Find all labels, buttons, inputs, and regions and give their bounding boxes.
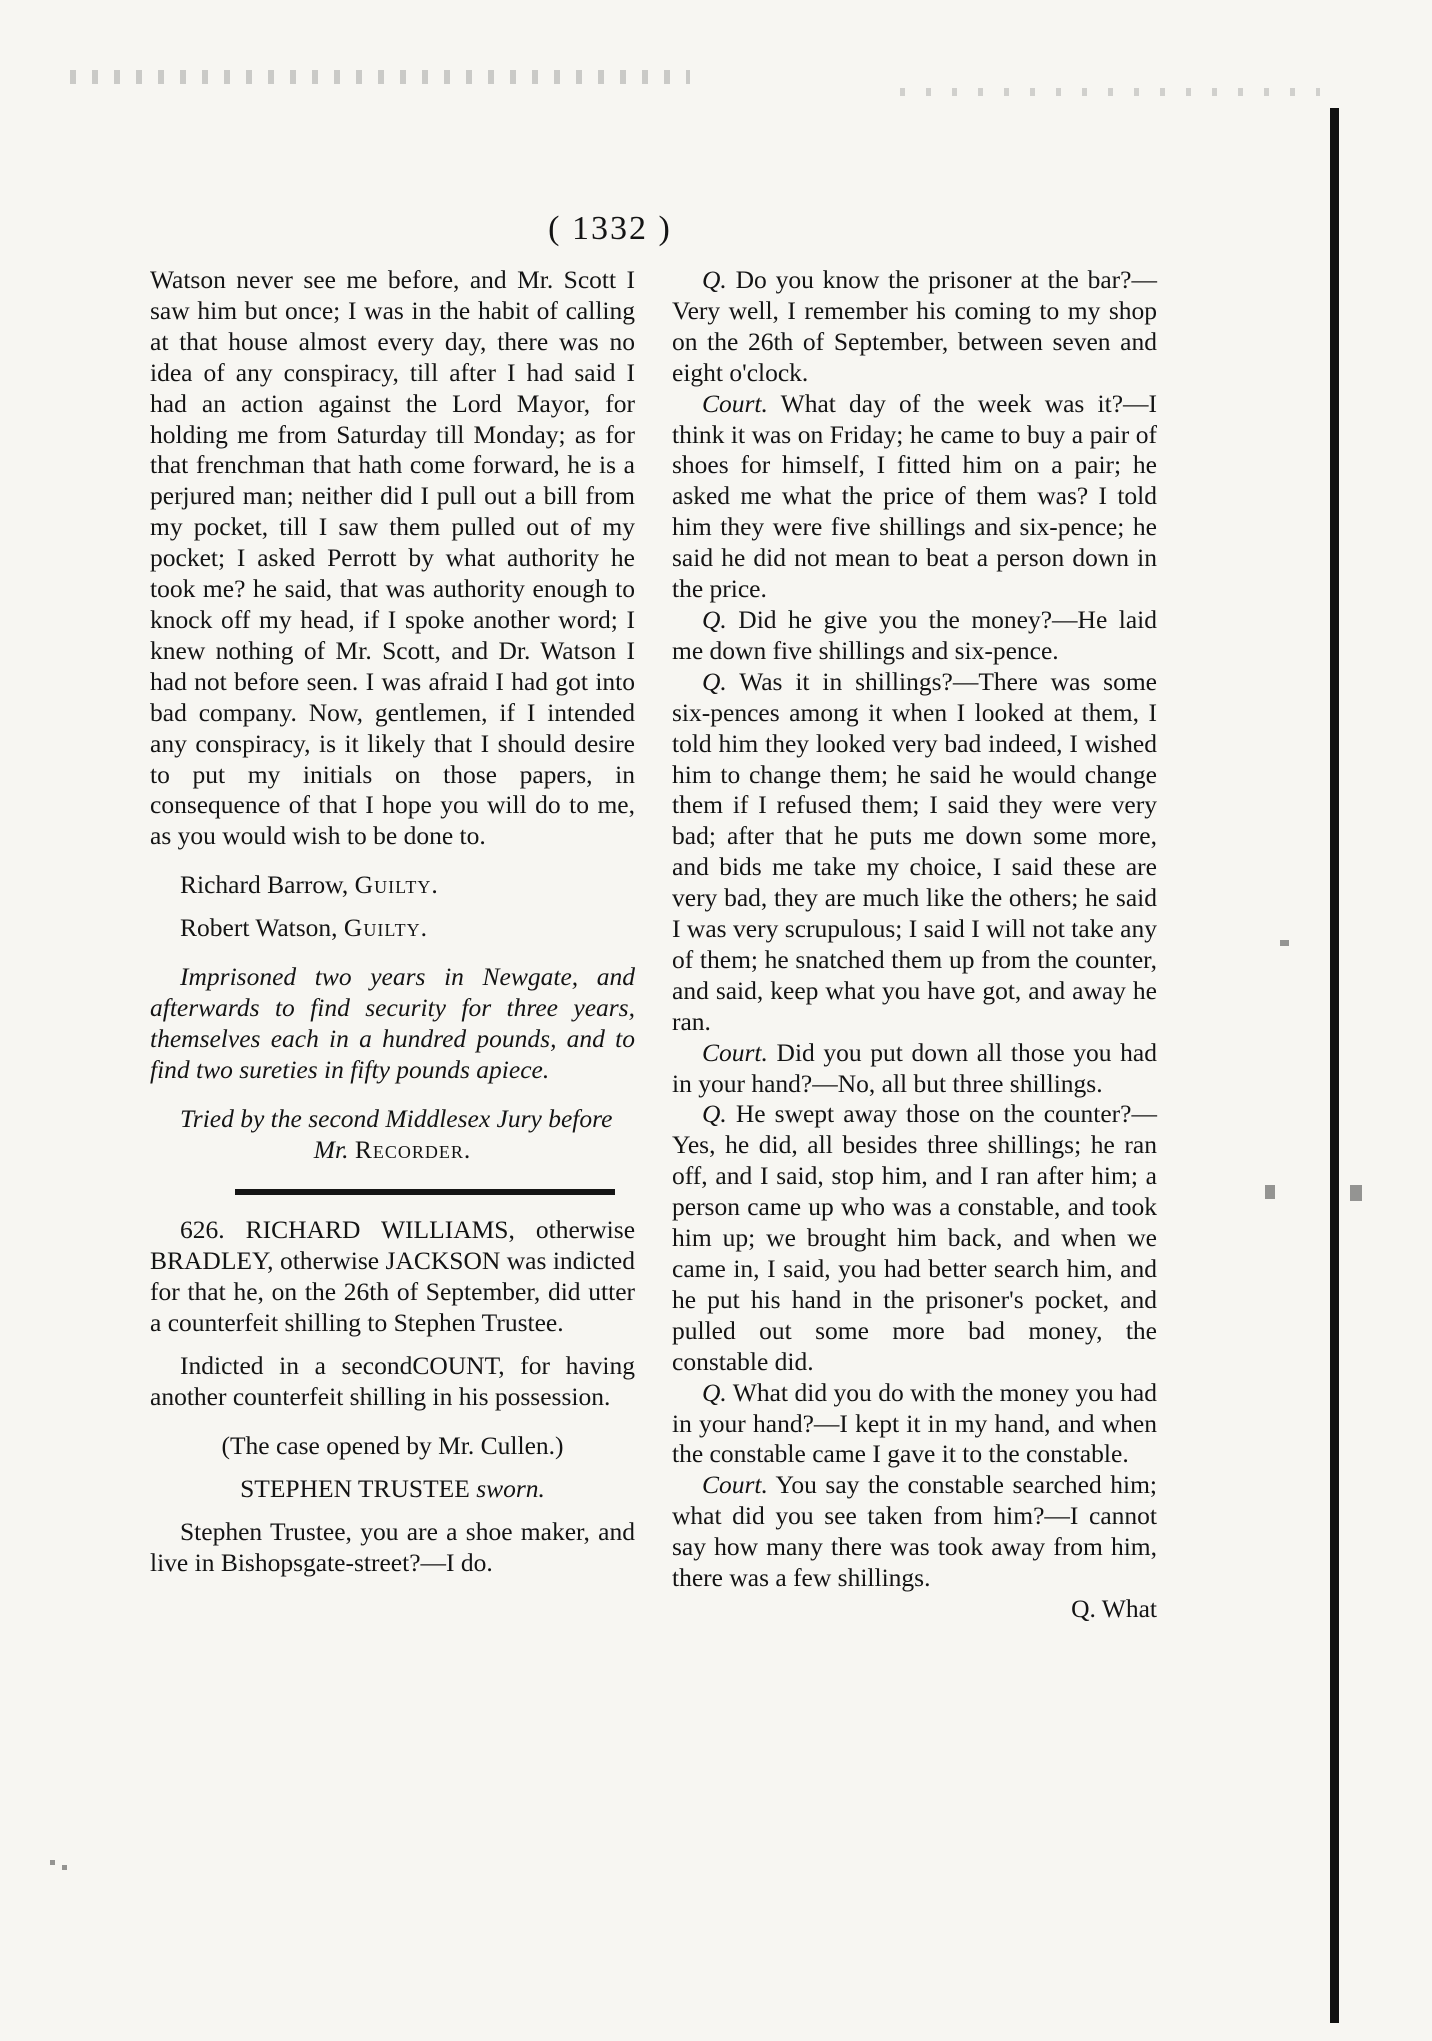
scan-smudge xyxy=(1280,940,1289,946)
scan-noise-top-right xyxy=(900,88,1320,96)
witness-sworn: sworn. xyxy=(476,1473,545,1503)
exchange-1 xyxy=(672,265,1157,389)
speaker: Court. xyxy=(702,1470,768,1500)
exchange-5 xyxy=(672,1038,1157,1100)
exchange-text: What day of the week was it?—I think it was on Friday; he came to buy a pair of shoes for himself, I fitted him on a pair; he asked me what the price of them was? I told him they were five shillings and six-pence; he said he did not mean to beat a person down in the price. xyxy=(672,388,1158,604)
indicted-suffix: for having another counterfeit shilling in his possession. xyxy=(150,1351,636,1411)
speaker: Q. xyxy=(702,265,727,294)
case-number: 626. xyxy=(180,1215,225,1245)
scan-smudge xyxy=(50,1860,55,1865)
tried-before xyxy=(150,1135,635,1166)
tried-before-name: Recorder. xyxy=(354,1134,472,1164)
left-column xyxy=(150,265,635,1579)
tried-line: Tried by the second Middlesex Jury before xyxy=(180,1103,613,1133)
defendant-name: Richard Barrow, xyxy=(180,870,349,900)
verdict-line-2 xyxy=(180,913,635,944)
exchange-3 xyxy=(672,605,1157,667)
verdict: Guilty. xyxy=(343,913,429,943)
exchange-text: Do you know the prisoner at the bar?—Very well, I remember his coming to my shop on the 26th of September, between seven and eight o'clock. xyxy=(672,265,1157,387)
exchange-text: He swept away those on the counter?—Yes, he did, all besides three shillings; he ran off, and I said, stop him, and I ran after him; a person came up who was a constable, and took him up; we brought him back, and when we came in, I said, you had better search him, and he put his hand in the prisoner's pocket, and pulled out some more bad money, the constable did. xyxy=(672,1099,1157,1376)
exchange-6 xyxy=(672,1099,1157,1377)
case-name: RICHARD WILLIAMS, xyxy=(245,1215,515,1245)
scan-smudge xyxy=(1350,1185,1362,1201)
testimony-text: Watson never see me before, and Mr. Scott I saw him but once; I was in the habit of calling at that house almost every day, there was no idea of any conspiracy, till after I had said I had an action against the Lord Mayor, for holding me from Saturday till Monday; as for that frenchman that hath come forward, he is a perjured man; neither did I pull out a bill from my pocket, till I saw them pulled out of my pocket; I asked Perrott by what authority he took me? he said, that was authority enough to knock off my head, if I spoke another word; I knew nothing of Mr. Scott, and Dr. Watson I had not before seen. I was afraid I had got into bad company. Now, gentlemen, if I intended any conspiracy, is it likely that I should desire to put my initials on those papers, in consequence of that I hope you will do to me, as you would wish to be done to. xyxy=(150,265,635,851)
exchange-text: Did he give you the money?—He laid me down five shillings and six-pence. xyxy=(672,604,1157,665)
speaker: Q. xyxy=(702,1377,727,1407)
speaker: Q. xyxy=(702,666,727,696)
witness-heading xyxy=(150,1474,635,1505)
sentence: Imprisoned two years in Newgate, and afterwards to find security for three years, themselves each in a hundred pounds, and to find two sureties in fifty pounds apiece. xyxy=(150,962,635,1084)
indicted-prefix: Indicted in a second xyxy=(180,1351,413,1381)
catchword: Q. What xyxy=(1071,1593,1157,1623)
first-question: Stephen Trustee, you are a shoe maker, and live in Bishopsgate-street?—I do. xyxy=(150,1516,635,1577)
tried-before-prefix: Mr. xyxy=(313,1134,349,1164)
verdict: Guilty. xyxy=(354,870,439,900)
page-edge-bar xyxy=(1330,108,1339,2023)
exchange-7 xyxy=(672,1378,1157,1471)
case-opened: (The case opened by Mr. Cullen.) xyxy=(221,1430,564,1460)
speaker: Q. xyxy=(702,604,727,634)
exchange-text: What did you do with the money you had in your hand?—I kept it in my hand, and when the constable came I gave it to the constable. xyxy=(672,1377,1157,1469)
defendant-name: Robert Watson, xyxy=(180,913,338,943)
case-heading xyxy=(150,1215,635,1339)
case-text: otherwise BRADLEY, otherwise JACKSON was indicted for that he, on the 26th of September, did utter a counterfeit shilling to Stephen Trustee. xyxy=(150,1215,636,1338)
scan-smudge xyxy=(1265,1185,1275,1199)
second-count xyxy=(150,1351,635,1413)
speaker: Court. xyxy=(702,1037,768,1067)
exchange-text: Did you put down all those you had in your hand?—No, all but three shillings. xyxy=(672,1037,1157,1098)
section-divider xyxy=(235,1189,615,1195)
verdict-line-1 xyxy=(180,870,635,901)
right-column xyxy=(672,265,1157,1625)
scan-noise-top xyxy=(70,70,690,84)
exchange-4 xyxy=(672,667,1157,1038)
speaker: Court. xyxy=(702,388,768,418)
exchange-text: You say the constable searched him; what did you see taken from him?—I cannot say how many there was took away from him, there was a few shillings. xyxy=(672,1470,1157,1593)
scan-smudge xyxy=(62,1865,67,1870)
exchange-2 xyxy=(672,389,1157,605)
witness-name: STEPHEN TRUSTEE xyxy=(240,1473,470,1503)
indicted-count: COUNT, xyxy=(412,1351,505,1381)
exchange-8 xyxy=(672,1470,1157,1594)
speaker: Q. xyxy=(702,1099,727,1129)
exchange-text: Was it in shillings?—There was some six-pences among it when I looked at them, I told him they looked very bad indeed, I wished him to change them; he said he would change them if I refused them; I said they were very bad; after that he puts me down some more, and bids me take my choice, I said these are very bad, they are much like the others; he said I was very scrupulous; I said I will not take any of them; he snatched them up from the counter, and said, keep what you have got, and away he ran. xyxy=(672,666,1157,1036)
page-number: ( 1332 ) xyxy=(548,210,672,247)
